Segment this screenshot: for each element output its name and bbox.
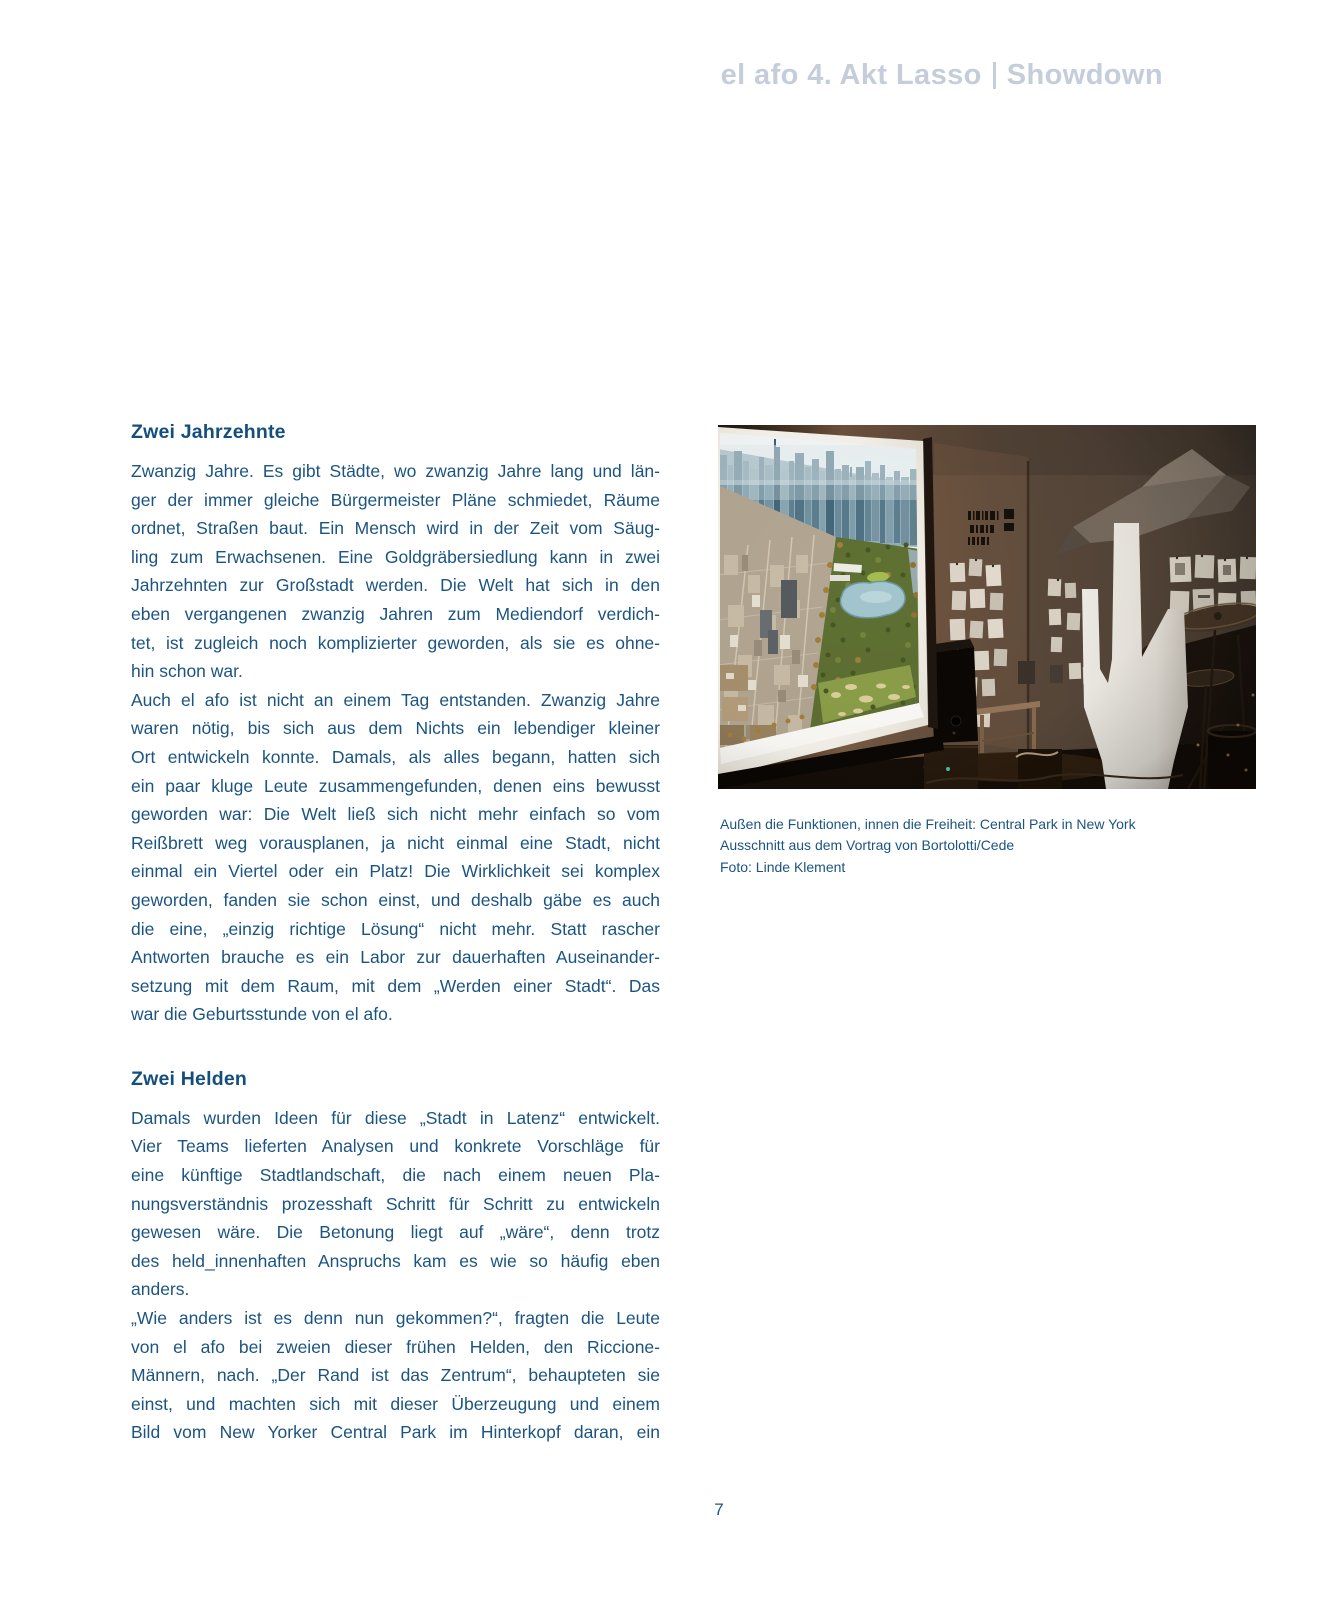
- text-line: Männern, nach. „Der Rand ist das Zentrum“, behaupteten sie: [131, 1365, 660, 1386]
- photo-vignette: [718, 425, 1256, 789]
- paragraph: [131, 457, 660, 686]
- section-heading: Zwei Helden: [131, 1067, 247, 1090]
- text-line: gewesen wäre. Die Betonung liegt auf „wäre“, denn trotz: [131, 1222, 660, 1243]
- text-line: von el afo bei zweien dieser frühen Helden, den Riccione-: [131, 1336, 660, 1357]
- text-line: ger der immer gleiche Bürgermeister Pläne schmiedet, Räume: [131, 489, 660, 510]
- text-line: tet, ist zugleich noch komplizierter geworden, als sie es ohne-: [131, 632, 660, 653]
- text-line: ordnet, Straßen baut. Ein Mensch wird in der Zeit vom Säug-: [131, 518, 660, 539]
- event-photo: [718, 425, 1256, 789]
- running-head: [721, 58, 1163, 92]
- article-section: [131, 420, 660, 1029]
- text-line: Antworten brauche es ein Labor zur dauerhaften Auseinander-: [131, 947, 660, 968]
- caption-line: Ausschnitt aus dem Vortrag von Bortolotti/Cede: [720, 837, 1015, 854]
- text-line: setzung mit dem Raum, mit dem „Werden einer Stadt“. Das: [131, 975, 660, 996]
- paragraph: [131, 1104, 660, 1304]
- article-column: [131, 420, 660, 1447]
- text-line: die eine, „einzig richtige Lösung“ nicht mehr. Statt rascher: [131, 918, 660, 939]
- section-heading: Zwei Jahrzehnte: [131, 421, 286, 443]
- text-line: ling zum Erwachsenen. Eine Goldgräbersiedlung kann in zwei: [131, 546, 660, 567]
- text-line: anders.: [131, 1279, 190, 1300]
- text-line: Damals wurden Ideen für diese „Stadt in Latenz“ entwickelt.: [131, 1107, 660, 1128]
- paragraph: [131, 1304, 660, 1447]
- text-line: eine künftige Stadtlandschaft, die nach einem neuen Pla-: [131, 1165, 660, 1186]
- photo-caption: [720, 814, 1200, 878]
- text-line: eben vergangenen zwanzig Jahren zum Mediendorf verdich-: [131, 603, 660, 624]
- text-line: Vier Teams lieferten Analysen und konkrete Vorschläge für: [131, 1136, 660, 1157]
- text-line: geworden war: Die Welt ließ sich nicht mehr einfach so vom: [131, 804, 660, 825]
- page-number: 7: [714, 1500, 724, 1519]
- text-line: Reißbrett weg vorausplanen, ja nicht einmal eine Stadt, nicht: [131, 832, 660, 853]
- text-line: waren nötig, bis sich aus dem Nichts ein lebendiger kleiner: [131, 718, 660, 739]
- text-line: Jahrzehnten zur Großstadt werden. Die Welt hat sich in den: [131, 575, 660, 596]
- caption-line: Außen die Funktionen, innen die Freiheit: Central Park in New York: [720, 816, 1136, 832]
- text-line: ein paar kluge Leute zusammengefunden, denen eins bewusst: [131, 775, 660, 796]
- text-line: einst, und machten sich mit dieser Überzeugung und einem: [131, 1393, 660, 1414]
- paragraph: [131, 686, 660, 1029]
- running-head-title: el afo 4. Akt Lasso: [720, 59, 982, 91]
- text-line: war die Geburtsstunde von el afo.: [131, 1004, 393, 1025]
- text-line: Ort entwickeln konnte. Damals, als alles begann, hatten sich: [131, 746, 660, 767]
- text-line: einmal ein Viertel oder ein Platz! Die Wirklichkeit sei komplex: [131, 861, 660, 882]
- photo-illustration: [718, 425, 1256, 789]
- text-line: nungsverständnis prozesshaft Schritt für Schritt zu entwickeln: [131, 1193, 660, 1214]
- text-line: geworden, fanden sie schon einst, und deshalb gäbe es auch: [131, 889, 660, 910]
- caption-line: Foto: Linde Klement: [720, 858, 846, 875]
- text-line: Auch el afo ist nicht an einem Tag entstanden. Zwanzig Jahre: [131, 689, 660, 710]
- running-head-subtitle: Showdown: [1006, 59, 1163, 91]
- text-line: hin schon war.: [131, 661, 243, 682]
- text-line: des held_innenhaften Anspruchs kam es wie so häufig eben: [131, 1250, 660, 1271]
- article-section: [131, 1067, 660, 1447]
- header-divider-rule: [993, 62, 996, 89]
- text-line: Zwanzig Jahre. Es gibt Städte, wo zwanzig Jahre lang und län-: [131, 461, 660, 481]
- text-line: „Wie anders ist es denn nun gekommen?“, fragten die Leute: [131, 1308, 660, 1329]
- text-line: Bild vom New Yorker Central Park im Hinterkopf daran, ein: [131, 1422, 660, 1443]
